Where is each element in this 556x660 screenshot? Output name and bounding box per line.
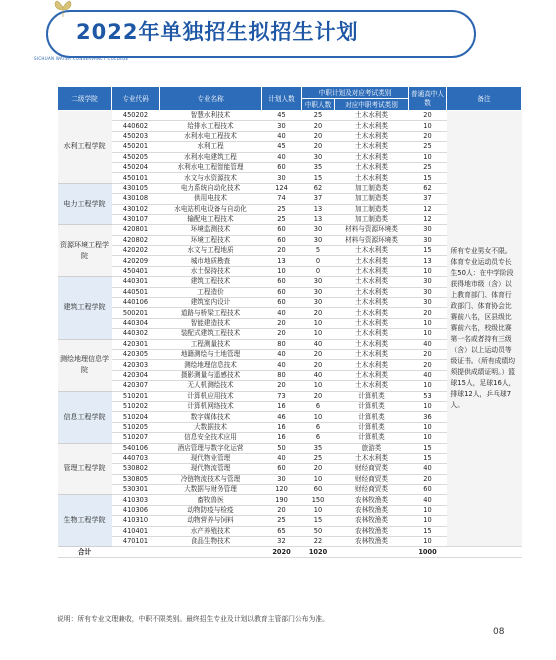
zz-category-cell: 土木水利类 (335, 173, 409, 183)
note-cell: 所有专业男女不限。体育专业运动员专长生50人：在中学阶段获得地市级（含）以上教育部门、体育行政部门、体育协会比赛前八名，区县级比赛前六名，校级比赛第一名或者持有三级（含）以上运动员等级证书。（所有成绩均须提供成绩证明。）篮球15人，足球16人，排球12人，乒乓球7人。 (447, 111, 522, 547)
zz-count-cell: 20 (302, 391, 335, 401)
gz-count-cell: 40 (409, 370, 447, 380)
plan-table-wrapper (57, 86, 521, 558)
college-name-cell: 测绘地理信息学院 (58, 339, 112, 391)
zz-category-cell: 计算机类 (335, 412, 409, 422)
major-code-cell: 420202 (112, 246, 160, 256)
footnote: 说明：所有专业文理兼收，中职不限类别。最终招生专业及计划以教育主管部门公布为准。 (57, 615, 329, 623)
zz-count-cell: 30 (302, 277, 335, 287)
header-college: 二级学院 (58, 87, 112, 111)
plan-count-cell: 40 (262, 131, 302, 141)
zz-count-cell: 10 (302, 474, 335, 484)
gz-count-cell: 30 (409, 298, 447, 308)
zz-category-cell: 农林牧渔类 (335, 537, 409, 547)
gz-count-cell: 20 (409, 308, 447, 318)
plan-count-cell: 20 (262, 329, 302, 339)
gz-count-cell: 15 (409, 526, 447, 536)
zz-count-cell: 40 (302, 370, 335, 380)
plan-count-cell: 25 (262, 214, 302, 224)
zz-category-cell: 农林牧渔类 (335, 526, 409, 536)
zz-category-cell: 土木水利类 (335, 287, 409, 297)
zz-category-cell: 土木水利类 (335, 266, 409, 276)
plan-count-cell: 46 (262, 412, 302, 422)
plan-count-cell: 16 (262, 401, 302, 411)
zz-count-cell: 20 (302, 464, 335, 474)
plan-count-cell: 65 (262, 526, 302, 536)
gz-count-cell: 40 (409, 339, 447, 349)
major-name-cell: 测绘地理信息技术 (160, 360, 262, 370)
major-name-cell: 摄影测量与遥感技术 (160, 370, 262, 380)
major-code-cell: 450205 (112, 152, 160, 162)
zz-category-cell: 土木水利类 (335, 152, 409, 162)
zz-count-cell: 15 (302, 173, 335, 183)
gz-count-cell: 20 (409, 474, 447, 484)
major-code-cell: 420801 (112, 225, 160, 235)
major-name-cell: 水利水电工程技术 (160, 131, 262, 141)
zz-category-cell: 农林牧渔类 (335, 516, 409, 526)
plan-count-cell: 32 (262, 537, 302, 547)
gz-count-cell: 10 (409, 516, 447, 526)
plan-count-cell: 16 (262, 433, 302, 443)
major-name-cell: 地籍测绘与土地管理 (160, 349, 262, 359)
plan-count-cell: 40 (262, 349, 302, 359)
major-code-cell: 410310 (112, 516, 160, 526)
major-code-cell: 450204 (112, 162, 160, 172)
zz-count-cell: 30 (302, 152, 335, 162)
zz-category-cell: 土木水利类 (335, 162, 409, 172)
zz-category-cell: 土木水利类 (335, 453, 409, 463)
plan-count-cell: 10 (262, 266, 302, 276)
zz-category-cell: 土木水利类 (335, 121, 409, 131)
major-name-cell: 输配电工程技术 (160, 214, 262, 224)
gz-count-cell: 10 (409, 318, 447, 328)
major-code-cell: 510207 (112, 433, 160, 443)
zz-category-cell: 土木水利类 (335, 111, 409, 121)
zz-count-cell: 0 (302, 256, 335, 266)
major-name-cell: 给排水工程技术 (160, 121, 262, 131)
major-code-cell: 410303 (112, 495, 160, 505)
major-code-cell: 420209 (112, 256, 160, 266)
plan-count-cell: 80 (262, 339, 302, 349)
major-code-cell: 440301 (112, 277, 160, 287)
zz-category-cell: 计算机类 (335, 401, 409, 411)
plan-count-cell: 20 (262, 505, 302, 515)
major-code-cell: 450201 (112, 142, 160, 152)
major-name-cell: 供用电技术 (160, 194, 262, 204)
major-code-cell: 420303 (112, 360, 160, 370)
major-name-cell: 城市地质勘查 (160, 256, 262, 266)
major-name-cell: 无人机测绘技术 (160, 381, 262, 391)
plan-count-cell: 45 (262, 142, 302, 152)
gz-count-cell: 13 (409, 256, 447, 266)
zz-count-cell: 60 (302, 485, 335, 495)
total-label-cell: 合计 (58, 547, 112, 558)
zz-category-cell: 土木水利类 (335, 298, 409, 308)
major-code-cell: 420802 (112, 235, 160, 245)
major-code-cell: 440703 (112, 453, 160, 463)
zz-category-cell: 土木水利类 (335, 277, 409, 287)
college-logo-text: SICHUAN WATER CONSERVANCY COLLEGE (34, 56, 129, 61)
zz-count-cell: 50 (302, 526, 335, 536)
major-name-cell: 动物营养与饲料 (160, 516, 262, 526)
college-name-cell: 资源环境工程学院 (58, 225, 112, 277)
college-name-cell: 管理工程学院 (58, 443, 112, 495)
zz-category-cell: 财经商贸类 (335, 464, 409, 474)
gz-count-cell: 10 (409, 505, 447, 515)
zz-category-cell: 加工制造类 (335, 214, 409, 224)
zz-count-cell: 35 (302, 162, 335, 172)
major-code-cell: 440602 (112, 121, 160, 131)
major-name-cell: 水文与工程地质 (160, 246, 262, 256)
plan-count-cell: 73 (262, 391, 302, 401)
plan-count-cell: 60 (262, 464, 302, 474)
zz-count-cell: 35 (302, 443, 335, 453)
major-code-cell: 470101 (112, 537, 160, 547)
gz-count-cell: 10 (409, 537, 447, 547)
gz-count-cell: 30 (409, 225, 447, 235)
plan-count-cell: 30 (262, 121, 302, 131)
plan-count-cell: 25 (262, 516, 302, 526)
plan-count-cell: 40 (262, 360, 302, 370)
total-zz-cell: 1020 (302, 547, 335, 558)
gz-count-cell: 10 (409, 381, 447, 391)
plan-count-cell: 20 (262, 318, 302, 328)
empty-cell (160, 547, 262, 558)
zz-category-cell: 加工制造类 (335, 194, 409, 204)
zz-count-cell: 6 (302, 422, 335, 432)
gz-count-cell: 25 (409, 162, 447, 172)
major-code-cell: 420304 (112, 370, 160, 380)
major-name-cell: 水利水电建筑工程 (160, 152, 262, 162)
zz-count-cell: 20 (302, 121, 335, 131)
gz-count-cell: 20 (409, 349, 447, 359)
major-name-cell: 计算机应用技术 (160, 391, 262, 401)
major-name-cell: 道路与桥梁工程技术 (160, 308, 262, 318)
major-name-cell: 环境监测技术 (160, 225, 262, 235)
zz-category-cell: 土木水利类 (335, 256, 409, 266)
gz-count-cell: 25 (409, 142, 447, 152)
gz-count-cell: 10 (409, 152, 447, 162)
total-plan-cell: 2020 (262, 547, 302, 558)
plan-count-cell: 74 (262, 194, 302, 204)
plan-count-cell: 190 (262, 495, 302, 505)
major-code-cell: 440106 (112, 298, 160, 308)
header-zz-category: 对应中职考试类别 (335, 99, 409, 111)
gz-count-cell: 10 (409, 266, 447, 276)
major-name-cell: 动物防疫与检疫 (160, 505, 262, 515)
zz-category-cell: 加工制造类 (335, 183, 409, 193)
gz-count-cell: 15 (409, 173, 447, 183)
plan-count-cell: 16 (262, 422, 302, 432)
zz-count-cell: 10 (302, 318, 335, 328)
gz-count-cell: 60 (409, 485, 447, 495)
zz-category-cell: 土木水利类 (335, 381, 409, 391)
college-name-cell: 建筑工程学院 (58, 277, 112, 339)
header-gz: 普通高中人数 (409, 87, 447, 111)
zz-category-cell: 旅游类 (335, 443, 409, 453)
zz-category-cell: 土木水利类 (335, 339, 409, 349)
gz-count-cell: 53 (409, 391, 447, 401)
major-code-cell: 410401 (112, 526, 160, 536)
plan-count-cell: 13 (262, 256, 302, 266)
plan-count-cell: 50 (262, 443, 302, 453)
major-code-cell: 420301 (112, 339, 160, 349)
gz-count-cell: 10 (409, 121, 447, 131)
header-zz-num: 中职人数 (302, 99, 335, 111)
plan-count-cell: 30 (262, 474, 302, 484)
gz-count-cell: 37 (409, 194, 447, 204)
major-name-cell: 畜牧兽医 (160, 495, 262, 505)
plan-count-cell: 60 (262, 225, 302, 235)
zz-category-cell: 农林牧渔类 (335, 495, 409, 505)
plan-count-cell: 60 (262, 298, 302, 308)
table-row (58, 111, 522, 121)
zz-count-cell: 20 (302, 308, 335, 318)
zz-count-cell: 150 (302, 495, 335, 505)
page-title: 2022年单独招生拟招生计划 (76, 20, 359, 44)
major-name-cell: 工程测量技术 (160, 339, 262, 349)
major-name-cell: 建筑工程技术 (160, 277, 262, 287)
zz-count-cell: 20 (302, 360, 335, 370)
major-name-cell: 建筑室内设计 (160, 298, 262, 308)
zz-count-cell: 6 (302, 433, 335, 443)
zz-count-cell: 10 (302, 381, 335, 391)
zz-category-cell: 计算机类 (335, 433, 409, 443)
major-code-cell: 430107 (112, 214, 160, 224)
zz-count-cell: 20 (302, 131, 335, 141)
table-body (58, 111, 522, 558)
plan-count-cell: 80 (262, 370, 302, 380)
major-name-cell: 大数据与财务管理 (160, 485, 262, 495)
gz-count-cell: 20 (409, 111, 447, 121)
empty-cell (112, 547, 160, 558)
major-code-cell: 500201 (112, 308, 160, 318)
zz-category-cell: 财经商贸类 (335, 485, 409, 495)
major-name-cell: 计算机网络技术 (160, 401, 262, 411)
zz-category-cell: 土木水利类 (335, 131, 409, 141)
zz-count-cell: 13 (302, 214, 335, 224)
zz-count-cell: 13 (302, 204, 335, 214)
major-code-cell: 450101 (112, 173, 160, 183)
major-code-cell: 450203 (112, 131, 160, 141)
gz-count-cell: 15 (409, 453, 447, 463)
zz-category-cell: 土木水利类 (335, 142, 409, 152)
major-name-cell: 冷链物流技术与管理 (160, 474, 262, 484)
gz-count-cell: 10 (409, 329, 447, 339)
major-name-cell: 智能建造技术 (160, 318, 262, 328)
zz-category-cell: 土木水利类 (335, 349, 409, 359)
header-code: 专业代码 (112, 87, 160, 111)
zz-count-cell: 30 (302, 225, 335, 235)
header-note: 备注 (447, 87, 522, 111)
plan-count-cell: 120 (262, 485, 302, 495)
gz-count-cell: 10 (409, 422, 447, 432)
enrollment-plan-table (57, 86, 522, 558)
major-name-cell: 食品生物技术 (160, 537, 262, 547)
empty-cell (447, 547, 522, 558)
zz-category-cell: 财经商贸类 (335, 474, 409, 484)
major-code-cell: 510202 (112, 401, 160, 411)
plan-count-cell: 40 (262, 308, 302, 318)
zz-count-cell: 0 (302, 266, 335, 276)
major-code-cell: 430102 (112, 204, 160, 214)
major-code-cell: 510205 (112, 422, 160, 432)
major-name-cell: 信息安全技术应用 (160, 433, 262, 443)
plan-count-cell: 124 (262, 183, 302, 193)
gz-count-cell: 20 (409, 131, 447, 141)
zz-category-cell: 农林牧渔类 (335, 505, 409, 515)
zz-category-cell: 计算机类 (335, 422, 409, 432)
zz-count-cell: 30 (302, 287, 335, 297)
zz-category-cell: 加工制造类 (335, 204, 409, 214)
empty-cell (335, 547, 409, 558)
college-name-cell: 电力工程学院 (58, 183, 112, 225)
major-name-cell: 大数据技术 (160, 422, 262, 432)
gz-count-cell: 10 (409, 433, 447, 443)
major-name-cell: 水文与水资源技术 (160, 173, 262, 183)
zz-count-cell: 20 (302, 142, 335, 152)
zz-category-cell: 土木水利类 (335, 329, 409, 339)
page-number: 08 (493, 627, 505, 637)
gz-count-cell: 40 (409, 464, 447, 474)
major-name-cell: 电力系统自动化技术 (160, 183, 262, 193)
zz-count-cell: 20 (302, 349, 335, 359)
major-name-cell: 水利工程 (160, 142, 262, 152)
gz-count-cell: 30 (409, 235, 447, 245)
zz-category-cell: 计算机类 (335, 391, 409, 401)
zz-count-cell: 37 (302, 194, 335, 204)
major-name-cell: 现代物流管理 (160, 464, 262, 474)
zz-category-cell: 土木水利类 (335, 370, 409, 380)
plan-count-cell: 20 (262, 246, 302, 256)
major-name-cell: 水电站机电设备与自动化 (160, 204, 262, 214)
major-code-cell: 440302 (112, 329, 160, 339)
gz-count-cell: 10 (409, 401, 447, 411)
major-name-cell: 酒店管理与数字化运营 (160, 443, 262, 453)
zz-category-cell: 材料与资源环境类 (335, 235, 409, 245)
major-name-cell: 数字媒体技术 (160, 412, 262, 422)
title-banner (46, 10, 476, 58)
major-name-cell: 环境工程技术 (160, 235, 262, 245)
major-code-cell: 530802 (112, 464, 160, 474)
major-code-cell: 430105 (112, 183, 160, 193)
zz-count-cell: 30 (302, 298, 335, 308)
plan-count-cell: 60 (262, 162, 302, 172)
major-code-cell: 440501 (112, 287, 160, 297)
major-code-cell: 420307 (112, 381, 160, 391)
total-row (58, 547, 522, 558)
gz-count-cell: 40 (409, 495, 447, 505)
zz-category-cell: 土木水利类 (335, 360, 409, 370)
major-code-cell: 430108 (112, 194, 160, 204)
zz-count-cell: 10 (302, 505, 335, 515)
zz-count-cell: 10 (302, 412, 335, 422)
major-code-cell: 530301 (112, 485, 160, 495)
zz-count-cell: 22 (302, 537, 335, 547)
major-name-cell: 水利水电工程智能管理 (160, 162, 262, 172)
major-name-cell: 水产养殖技术 (160, 526, 262, 536)
plan-count-cell: 20 (262, 381, 302, 391)
zz-count-cell: 10 (302, 329, 335, 339)
plan-count-cell: 60 (262, 235, 302, 245)
total-gz-cell: 1000 (409, 547, 447, 558)
gz-count-cell: 30 (409, 287, 447, 297)
plan-count-cell: 25 (262, 204, 302, 214)
major-code-cell: 450401 (112, 266, 160, 276)
zz-count-cell: 5 (302, 246, 335, 256)
college-name-cell: 信息工程学院 (58, 391, 112, 443)
header-zz-group: 中职计划及对应考试类别 (302, 87, 409, 99)
gz-count-cell: 15 (409, 246, 447, 256)
zz-category-cell: 土木水利类 (335, 246, 409, 256)
zz-category-cell: 土木水利类 (335, 318, 409, 328)
plan-count-cell: 30 (262, 173, 302, 183)
major-name-cell: 现代物业管理 (160, 453, 262, 463)
major-name-cell: 装配式建筑工程技术 (160, 329, 262, 339)
zz-count-cell: 6 (302, 401, 335, 411)
college-name-cell: 水利工程学院 (58, 111, 112, 184)
gz-count-cell: 15 (409, 443, 447, 453)
gz-count-cell: 62 (409, 183, 447, 193)
major-code-cell: 410306 (112, 505, 160, 515)
gz-count-cell: 12 (409, 204, 447, 214)
plan-count-cell: 60 (262, 277, 302, 287)
gz-count-cell: 36 (409, 412, 447, 422)
zz-category-cell: 土木水利类 (335, 308, 409, 318)
major-name-cell: 水土保持技术 (160, 266, 262, 276)
major-code-cell: 440304 (112, 318, 160, 328)
zz-count-cell: 15 (302, 516, 335, 526)
major-code-cell: 450202 (112, 111, 160, 121)
major-code-cell: 530805 (112, 474, 160, 484)
major-code-cell: 420305 (112, 349, 160, 359)
major-name-cell: 智慧水利技术 (160, 111, 262, 121)
major-code-cell: 510204 (112, 412, 160, 422)
plan-count-cell: 60 (262, 287, 302, 297)
header-plan: 计划人数 (262, 87, 302, 111)
zz-category-cell: 材料与资源环境类 (335, 225, 409, 235)
zz-count-cell: 30 (302, 235, 335, 245)
gz-count-cell: 12 (409, 214, 447, 224)
zz-count-cell: 25 (302, 111, 335, 121)
plan-count-cell: 40 (262, 453, 302, 463)
zz-count-cell: 62 (302, 183, 335, 193)
plan-count-cell: 45 (262, 111, 302, 121)
college-name-cell: 生物工程学院 (58, 495, 112, 547)
gz-count-cell: 30 (409, 277, 447, 287)
major-code-cell: 540106 (112, 443, 160, 453)
header-major-name: 专业名称 (160, 87, 262, 111)
gz-count-cell: 20 (409, 360, 447, 370)
major-code-cell: 510201 (112, 391, 160, 401)
plan-count-cell: 40 (262, 152, 302, 162)
zz-count-cell: 25 (302, 453, 335, 463)
major-name-cell: 工程造价 (160, 287, 262, 297)
ginkgo-leaf-icon (52, 0, 74, 18)
zz-count-cell: 40 (302, 339, 335, 349)
